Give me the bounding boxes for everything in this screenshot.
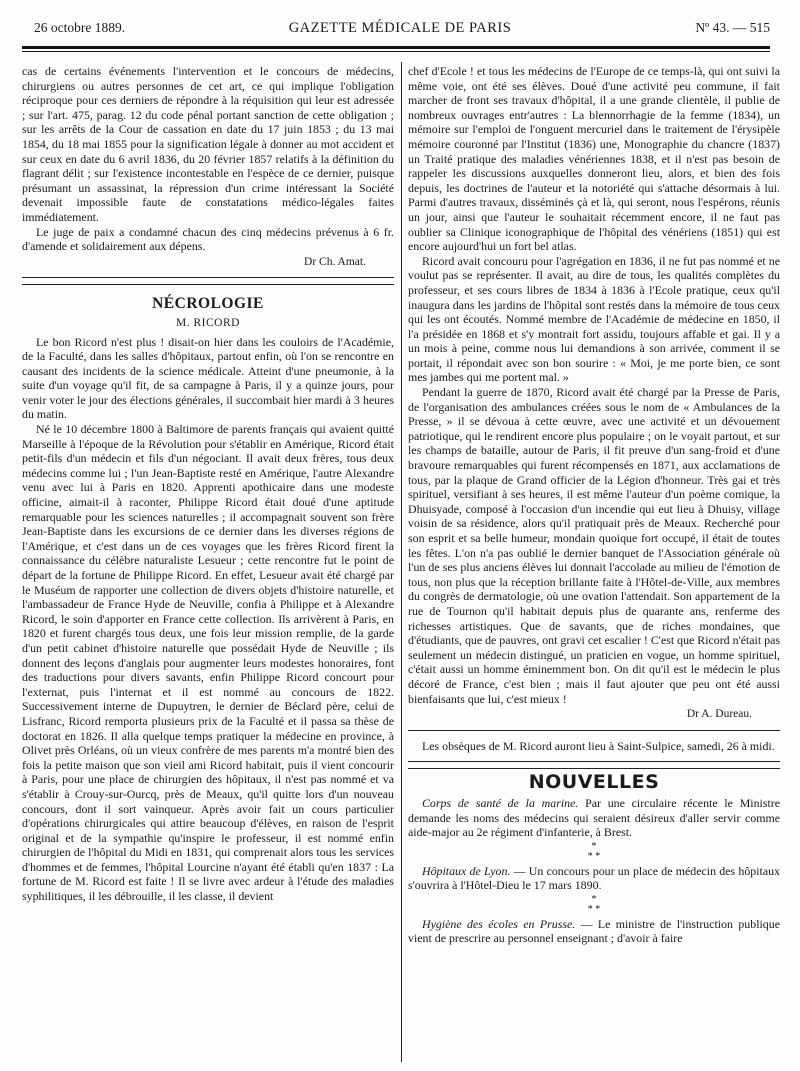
necrology-signature: Dr A. Dureau.: [686, 708, 752, 721]
necrology-paragraph-4: Ricord avait concouru pour l'agrégation en 1836, il ne fut pas nommé et ne voulut pas se représenter. Il avait, au dire de tous, les qualités complètes du professeur, et ses cours libres de 1834 à 1836 à l'Ecole pratique, ceux qu'il inaugura dans les jardins de l'hôpital sont restés dans la mémoire de tous ceux qui les ont écoutés. Nommé membre de l'Académie de médecine en 1850, il l'a présidée en 1868 et s'y montrait fort assidu, toujours affable et gai. Il y a un mois à peine, comme nous lui demandions à son arrivée, comment il se portait, il répondait avec son bon sourire : « Moi, je me porte bien, ce sont mes jambes qui me portent mal. »: [408, 253, 780, 385]
section-divider: [22, 277, 394, 285]
header-rule: [22, 46, 770, 49]
news-item-2-body: — Un concours pour un place de médecin des hôpitaux s'ouvrira à l'Hôtel-Dieu le 17 mars 1890.: [408, 863, 780, 893]
asterism-separator: * * *: [587, 893, 601, 915]
news-item-2-lead: Hôpitaux de Lyon.: [422, 863, 511, 878]
legal-continuation: cas de certains événements l'intervention et le concours de médecins, chirurgiens ou autres personnes de cet art, ce qui implique l'obligation réciproque pour ces derniers de répondre à la réquisition qui leur est adressée ; sur l'art. 475, parag. 12 du code pénal portant sanction de cette obligation ; sur les arrêts de la Cour de cassation en date du 17 juin 1853 ; du 13 mai 1854, du 18 mai 1855 pour la signification légale à donner au mot accident et sur ceux en date du 6 avril 1836, du 20 février 1857 relatifs à la définition du flagrant délit ; sur l'existence incontestable en l'espèce de ce dernier, puisque présumant un assassinat, la répression d'un crime intéressant la Société devenait impossible faute de constatations médico-légales faites immédiatement.: [22, 64, 394, 224]
issue-number: Nº 43. — 515: [695, 20, 770, 35]
necrology-paragraph-5: Pendant la guerre de 1870, Ricord avait été chargé par la Presse de Paris, de l'organisation des ambulances créées sous le nom de « Ambulances de la Presse, » il se dévoua à cette œuvre, avec une activité et un dévouement patriotique, qui le rendirent encore plus populaire ; on le voyait partout, et sur les champs de bataille, autour de Paris, il fit preuve d'un sang-froid et d'une bravoure remarquables qui furent récompensés en 1871, aux acclamations de tous, par la plaque de Grand officier de la Légion d'honneur. Très gai et très spirituel, versifiant à ses heures, il est même l'auteur d'un poème comique, la Dhuisyade, composé à l'occasion d'un incendie qui eut lieu à Dhuisy, village voisin de sa résidence, alors qu'il pratiquait près de Meaux. Recherché pour son esprit et sa belle humeur, mondain quoique fort occupé, il était de toutes les fêtes. L'on n'a pas oublié le dernier banquet de l'Association générale où l'un de ses plus anciens élèves lui donnait l'accolade au milieu de l'émotion de tous, non plus que la réception brillante faite à l'Hôtel-de-Ville, aux membres du congrès de dermatologie, où une ovation l'attendait. Son appartement de la rue de Tournon qu'il habitait depuis plus de quarante ans, renferme des richesses artistiques. Que de savants, que de riches mondaines, que d'étudiants, que de pauvres, ont gravi cet escalier ! C'est que Ricord n'était pas seulement un médecin distingué, un praticien en vogue, un homme spirituel, c'était aussi un homme éminemment bon. On dit qu'il est le médecin le plus décoré de France, c'est bien ; mais il faut ajouter que peu ont été aussi bienfaisants que lui, c'est mieux !: [408, 385, 780, 706]
news-item-1: [408, 796, 780, 840]
news-item-2: [408, 864, 780, 893]
necrology-paragraph-3: chef d'Ecole ! et tous les médecins de l'Europe de ce temps-là, qui ont suivi la même voie, ont été ses élèves. Doué d'une activité peu commune, il fait marcher de front ses travaux d'hôpital, il a une grande clientèle, il publie de nombreux ouvrages entr'autres : La blennorrhagie de la femme (1834), un mémoire sur l'emploi de l'onguent mercuriel dans le traitement de l'érysipèle mémoire couronné par l'Institut (1836) une, Monographie du chancre (1837) un Traité pratique des maladies vénériennes 1838, et il n'est pas besoin de rappeler les discussions auxquelles donneront lieu, alors, et bien des fois depuis, les doctrines de l'auteur et la notoriété qui s'attache désormais à lui. Parmi d'autres travaux, disséminés çà et là, qui seront, nous l'espérons, réunis un jour, ainsi que l'auteur le souhaitait récemment encore, il ne faut pas oublier sa Clinique iconographique de l'hôpital des vénériens (1851) qui est encore aujourd'hui un fort bel atlas.: [408, 64, 780, 254]
short-divider: [408, 730, 780, 731]
news-item-3-lead: Hygiène des écoles en Prusse.: [422, 916, 576, 931]
header-rule-thin: [22, 51, 770, 52]
left-column: [22, 64, 394, 904]
asterism-separator: * * *: [587, 840, 601, 862]
column-divider: [401, 62, 402, 1062]
necrology-paragraph-2: Né le 10 décembre 1800 à Baltimore de parents français qui avaient quitté Marseille à l'époque de la Révolution pour s'établir en Amérique, Ricord était petit-fils d'un médecin et fils d'un négociant. Il avait deux frères, tous deux médecins comme lui ; l'un Jean-Baptiste resté en Amérique, l'autre Alexandre venu avec lui à Paris en 1820. Apprenti apothicaire dans une modeste officine, aimait-il à raconter, Philippe Ricord était doué d'une aptitude remarquable pour les sciences naturelles ; il accompagnait souvent son frère Jean-Baptiste dans les excursions de ce dernier dans les diverses régions de l'Amérique, et c'est dans un de ces voyages que les frères Ricord firent la connaissance du célèbre naturaliste Lesueur ; cette rencontre fut le point de départ de la fortune de Philippe Ricord. En effet, Lesueur avait été chargé par le Muséum de rapporter une collection de divers objets d'histoire naturelle, et l'ambassadeur de France Hyde de Neuville, confia à Philippe et à Alexandre Ricord, le soin d'apporter en France cette collection. Ils arrivèrent à Paris, en 1820 et furent chargés tous deux, une fois leur mission remplie, de la garde d'un petit cabinet d'histoire naturelle que possédait Hyde de Neuville ; ils donnent des leçons d'anglais pour augmenter leurs modestes honoraires, font des traductions pour divers savants, enfin Philippe Ricord concourt pour l'externat, puis l'internat et il est nommé au concours de 1822. Successivement interne de Dupuytren, le dernier de Béclard père, celui de Lisfranc, Ricord remporta plusieurs prix de la Faculté et il passa sa thèse de doctorat en 1826. Il alla quelque temps pratiquer la médecine en province, à Olivet près Orléans, où un vieux confrère de mes parents m'a montré bien des fois la petite maison que son vieil ami Ricord habitait, puis il vient concourir à Paris, pour une place de chirurgien des hôpitaux, il n'est pas nommé et va s'établir à Crouy-sur-Ourcq, près de Meaux, qu'il quitte lors d'un nouveau concours, dont il sort vainqueur. Après avoir fait un cours particulier d'opérations chirurgicales qui attire beaucoup d'élèves, en raison de l'esprit original et de la sympathie qu'inspire le professeur, il est nommé enfin chirurgien de l'hôpital du Midi en 1831, qui comprenait alors tous les services d'hommes et de femmes, l'hôpital Lourcine n'ayant été établi qu'en 1837 : La fortune de M. Ricord est faite ! Il se livre avec ardeur à l'étude des maladies syphilitiques, il les débrouille, il les classe, il devient: [22, 422, 394, 904]
funeral-notice: Les obsèques de M. Ricord auront lieu à Saint-Sulpice, samedi, 26 à midi.: [422, 738, 775, 753]
journal-title: GAZETTE MÉDICALE DE PARIS: [288, 20, 512, 36]
section-divider-news: [408, 761, 780, 769]
news-item-1-lead: Corps de santé de la marine.: [422, 795, 579, 810]
right-column: [408, 64, 780, 946]
news-item-3: [408, 917, 780, 946]
author-signature: Dr Ch. Amat.: [304, 255, 366, 268]
necrology-subject: M. RICORD: [176, 316, 240, 329]
header-date: 26 octobre 1889.: [34, 20, 126, 35]
masthead: [22, 18, 778, 44]
news-item-1-body: Par une circulaire récente le Ministre demande les noms des médecins qui seraient désireux d'aller servir comme aide-major au 2e régiment d'infanterie, à Brest.: [408, 795, 780, 840]
section-heading-necrology: NÉCROLOGIE: [152, 295, 264, 313]
verdict-paragraph: Le juge de paix a condamné chacun des cinq médecins prévenus à 6 fr. d'amende et solidairement aux dépens.: [22, 224, 394, 254]
news-item-3-body: — Le ministre de l'instruction publique vient de prescrire au personnel enseignant ; d'avoir à faire: [408, 916, 780, 946]
necrology-paragraph-1: Le bon Ricord n'est plus ! disait-on hier dans les couloirs de l'Académie, de la Faculté, dans les salles d'hôpitaux, partout enfin, où l'on se rencontre en causant des incidents de la science médicale. Atteint d'une pneumonie, à la suite d'un voyage qu'il fit, de sa campagne à Paris, il y a quinze jours, pour venir voter le jour des élections générales, il succombait hier mardi à 3 heures du matin.: [22, 334, 394, 422]
section-heading-news: NOUVELLES: [528, 771, 660, 794]
